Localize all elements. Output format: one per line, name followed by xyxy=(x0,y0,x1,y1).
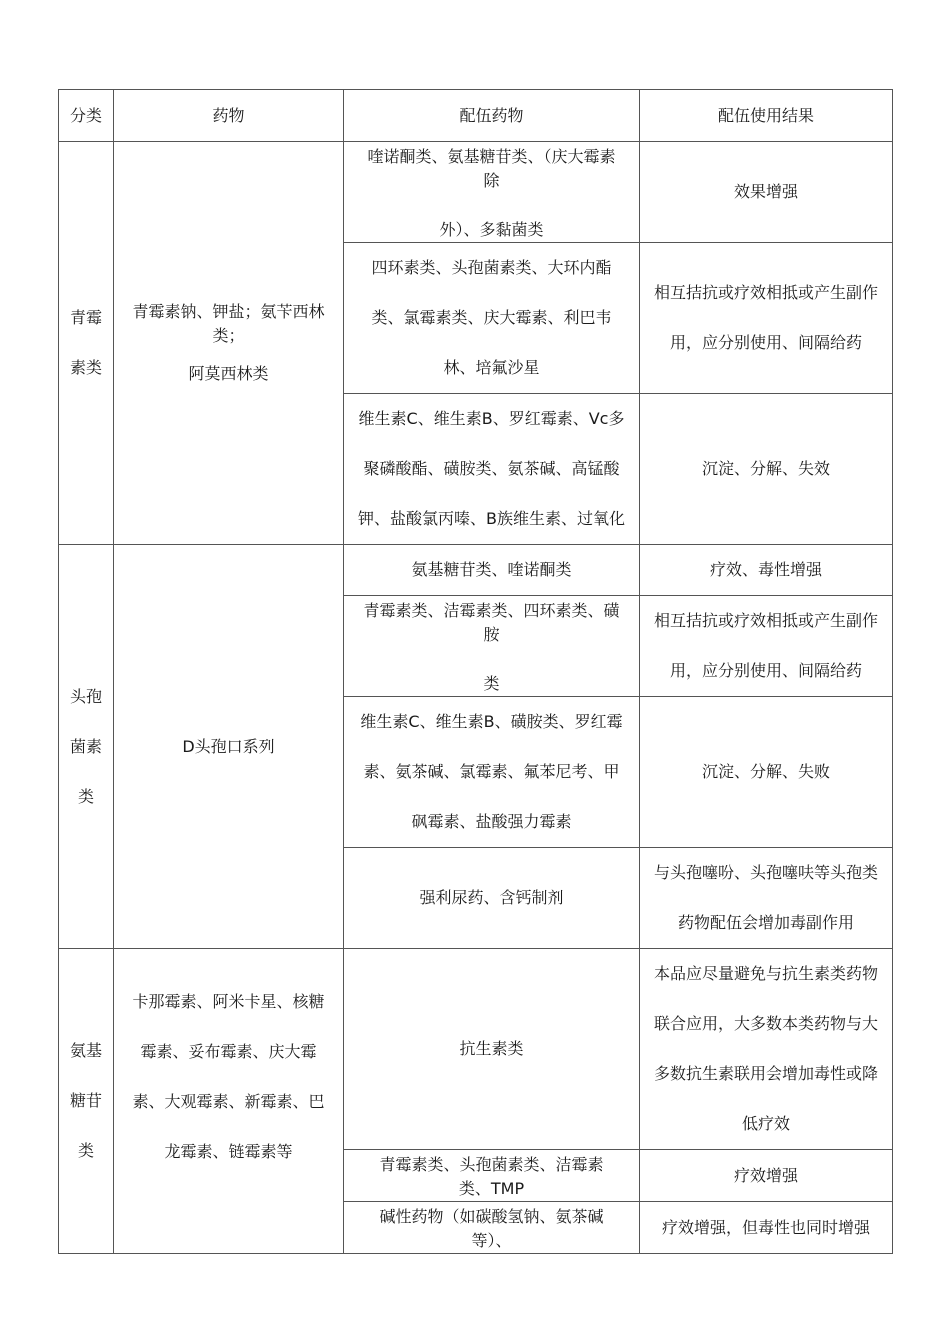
category-line: 类 xyxy=(77,786,94,806)
compatible-cell xyxy=(344,848,640,949)
result-cell xyxy=(640,1202,893,1254)
compat-line: 聚磷酸酯、磺胺类、氨茶碱、高锰酸 xyxy=(363,459,620,478)
compat-line: 外）、多黏菌类 xyxy=(439,220,544,239)
result-cell xyxy=(640,142,893,243)
compat-line: 林、培氟沙星 xyxy=(443,358,540,377)
result-line: 联合应用，大多数本类药物与大 xyxy=(653,1014,878,1033)
table-row xyxy=(59,949,893,1150)
compat-line: 维生素C、维生素B、磺胺类、罗红霉 xyxy=(360,712,623,731)
compatible-cell xyxy=(344,949,640,1150)
compatible-cell xyxy=(344,596,640,697)
compat-line: 类 xyxy=(483,674,500,693)
result-line: 与头孢噻吩、头孢噻呋等头孢类 xyxy=(653,863,878,882)
drug-line: 龙霉素、链霉素等 xyxy=(164,1142,293,1161)
drug-cell xyxy=(114,949,344,1254)
header-compatible-drugs: 配伍药物 xyxy=(344,90,640,142)
header-drug: 药物 xyxy=(114,90,344,142)
header-category: 分类 xyxy=(59,90,114,142)
table-row xyxy=(59,545,893,596)
drug-line: D头孢口系列 xyxy=(182,736,275,756)
result-cell xyxy=(640,545,893,596)
compat-line: 青霉素类、洁霉素类、四环素类、磺 xyxy=(363,601,620,620)
category-line: 类 xyxy=(77,1141,94,1160)
compat-line: 抗生素类 xyxy=(459,1039,524,1058)
result-line: 沉淀、分解、失效 xyxy=(701,459,830,478)
result-cell xyxy=(640,697,893,848)
compatible-cell xyxy=(344,545,640,596)
compat-line: 强利尿药、含钙制剂 xyxy=(419,888,564,907)
drug-cell xyxy=(114,545,344,949)
compat-line: 胺 xyxy=(483,625,500,644)
category-line: 头孢 xyxy=(69,686,102,706)
compat-line: 除 xyxy=(483,171,500,190)
result-line: 用，应分别使用、间隔给药 xyxy=(669,661,862,680)
drug-compatibility-table xyxy=(58,89,893,1254)
result-line: 相互拮抗或疗效相抵或产生副作 xyxy=(653,611,878,630)
drug-line: 霉素、妥布霉素、庆大霉 xyxy=(140,1042,317,1061)
result-cell xyxy=(640,848,893,949)
result-line: 疗效增强 xyxy=(733,1165,798,1185)
compat-line: 四环素类、头孢菌素类、大环内酯 xyxy=(371,258,612,277)
drug-line: 素、大观霉素、新霉素、巴 xyxy=(132,1092,325,1111)
compat-line: 维生素C、维生素B、罗红霉素、Vc多 xyxy=(358,409,625,428)
category-line: 氨基 xyxy=(69,1041,102,1060)
result-line: 疗效增强，但毒性也同时增强 xyxy=(661,1217,870,1237)
compatible-cell xyxy=(344,394,640,545)
compat-line: 喹诺酮类、氨基糖苷类、（庆大霉素 xyxy=(367,147,616,166)
result-cell xyxy=(640,243,893,394)
result-cell xyxy=(640,1150,893,1202)
drug-line: 类； xyxy=(212,326,245,345)
compat-line: 碱性药物（如碳酸氢钠、氨茶碱 xyxy=(379,1207,604,1226)
compat-line: 素、氨茶碱、氯霉素、氟苯尼考、甲 xyxy=(363,762,620,781)
category-cell xyxy=(59,545,114,949)
compat-line: 青霉素类、头孢菌素类、洁霉素 xyxy=(379,1155,604,1174)
category-line: 青霉 xyxy=(69,308,102,327)
result-line: 多数抗生素联用会增加毒性或降 xyxy=(653,1064,878,1083)
category-cell xyxy=(59,142,114,545)
table-header-row xyxy=(59,90,893,142)
result-cell xyxy=(640,394,893,545)
category-line: 糖苷 xyxy=(69,1091,102,1110)
compat-line: 氨基糖苷类、喹诺酮类 xyxy=(411,560,572,579)
compat-line: 类、氯霉素类、庆大霉素、利巴韦 xyxy=(371,308,612,327)
compatible-cell xyxy=(344,243,640,394)
compat-line: 类、TMP xyxy=(458,1179,525,1198)
drug-line: 阿莫西林类 xyxy=(188,364,269,383)
drug-line: 青霉素钠、钾盐；氨苄西林 xyxy=(132,302,325,321)
result-cell xyxy=(640,596,893,697)
table-row xyxy=(59,142,893,243)
header-result: 配伍使用结果 xyxy=(640,90,893,142)
drug-cell xyxy=(114,142,344,545)
result-line: 用，应分别使用、间隔给药 xyxy=(669,333,862,352)
result-line: 药物配伍会增加毒副作用 xyxy=(677,913,854,932)
compat-line: 等）、 xyxy=(471,1231,512,1250)
result-line: 低疗效 xyxy=(741,1114,790,1133)
compatible-cell xyxy=(344,1150,640,1202)
category-cell xyxy=(59,949,114,1254)
compatible-cell xyxy=(344,1202,640,1254)
drug-line: 卡那霉素、阿米卡星、核糖 xyxy=(132,992,325,1011)
compatible-cell xyxy=(344,697,640,848)
result-line: 相互拮抗或疗效相抵或产生副作 xyxy=(653,283,878,302)
result-line: 疗效、毒性增强 xyxy=(709,560,822,579)
result-line: 本品应尽量避免与抗生素类药物 xyxy=(653,964,878,983)
category-line: 素类 xyxy=(69,358,102,377)
compatible-cell xyxy=(344,142,640,243)
result-line: 沉淀、分解、失败 xyxy=(701,762,830,781)
compat-line: 砜霉素、盐酸强力霉素 xyxy=(411,812,572,831)
result-cell xyxy=(640,949,893,1150)
category-line: 菌素 xyxy=(69,736,102,756)
result-line: 效果增强 xyxy=(733,182,798,201)
compat-line: 钾、盐酸氯丙嗪、B族维生素、过氧化 xyxy=(358,509,625,528)
